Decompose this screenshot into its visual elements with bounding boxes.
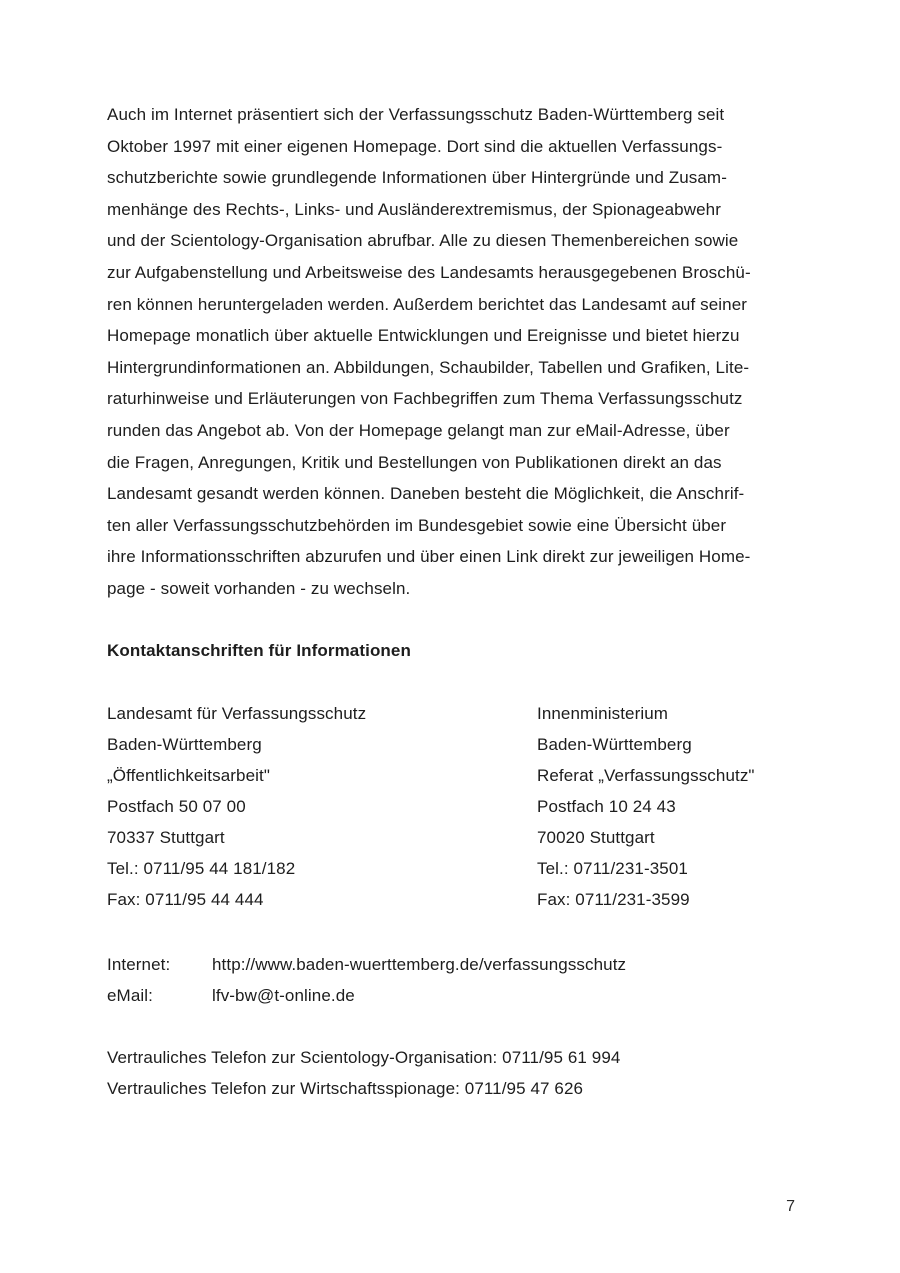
internet-label: Internet:	[107, 955, 171, 974]
contact-org-name: Innenministerium	[537, 704, 669, 723]
intro-line: und der Scientology-Organisation abrufbar. Alle zu diesen Themenbereichen sowie	[107, 231, 739, 251]
contact-department: Referat „Verfassungsschutz"	[537, 766, 755, 785]
contact-city: 70337 Stuttgart	[107, 828, 225, 847]
email-address: lfv-bw@t-online.de	[212, 986, 355, 1005]
contact-left-column	[107, 698, 507, 915]
contact-right-column	[537, 698, 900, 915]
intro-line: schutzberichte sowie grundlegende Informationen über Hintergründe und Zusam-	[107, 168, 727, 188]
intro-line: runden das Angebot ab. Von der Homepage gelangt man zur eMail-Adresse, über	[107, 420, 730, 440]
intro-line: page - soweit vorhanden - zu wechseln.	[107, 578, 411, 598]
links-block	[107, 949, 807, 1011]
intro-line: ten aller Verfassungsschutzbehörden im Bundesgebiet sowie eine Übersicht über	[107, 515, 727, 535]
contact-phone: Tel.: 0711/231-3501	[537, 859, 688, 878]
contact-phone: Tel.: 0711/95 44 181/182	[107, 859, 296, 878]
page-number: 7	[786, 1198, 795, 1215]
intro-line: raturhinweise und Erläuterungen von Fachbegriffen zum Thema Verfassungsschutz	[107, 389, 743, 409]
contact-org-region: Baden-Württemberg	[537, 735, 692, 754]
email-row	[107, 980, 807, 1011]
intro-line: die Fragen, Anregungen, Kritik und Bestellungen von Publikationen direkt an das	[107, 452, 722, 472]
internet-row	[107, 949, 807, 980]
intro-line: ihre Informationsschriften abzurufen und über einen Link direkt zur jeweiligen Home-	[107, 547, 751, 567]
email-label: eMail:	[107, 986, 153, 1005]
hotlines-block	[107, 1042, 807, 1104]
intro-paragraph	[107, 99, 807, 605]
section-heading: Kontaktanschriften für Informationen	[107, 641, 411, 660]
intro-line: Homepage monatlich über aktuelle Entwicklungen und Ereignisse und bietet hierzu	[107, 326, 740, 346]
intro-line: Auch im Internet präsentiert sich der Verfassungsschutz Baden-Württemberg seit	[107, 105, 725, 124]
intro-line: Oktober 1997 mit einer eigenen Homepage. Dort sind die aktuellen Verfassungs-	[107, 136, 723, 156]
intro-line: Landesamt gesandt werden können. Daneben besteht die Möglichkeit, die Anschrif-	[107, 484, 745, 504]
contact-org-name: Landesamt für Verfassungsschutz	[107, 704, 367, 723]
internet-url: http://www.baden-wuerttemberg.de/verfassungsschutz	[212, 955, 627, 974]
intro-line: ren können heruntergeladen werden. Außerdem berichtet das Landesamt auf seiner	[107, 294, 748, 314]
intro-line: zur Aufgabenstellung und Arbeitsweise des Landesamts herausgegebenen Broschü-	[107, 262, 751, 282]
intro-line: menhänge des Rechts-, Links- und Ausländerextremismus, der Spionageabwehr	[107, 199, 721, 219]
contact-postbox: Postfach 10 24 43	[537, 797, 676, 816]
contact-city: 70020 Stuttgart	[537, 828, 655, 847]
contact-fax: Fax: 0711/231-3599	[537, 890, 690, 909]
contact-org-region: Baden-Württemberg	[107, 735, 262, 754]
intro-line: Hintergrundinformationen an. Abbildungen, Schaubilder, Tabellen und Grafiken, Lite-	[107, 357, 750, 377]
contact-department: „Öffentlichkeitsarbeit"	[107, 766, 270, 785]
contact-fax: Fax: 0711/95 44 444	[107, 890, 264, 909]
contact-postbox: Postfach 50 07 00	[107, 797, 246, 816]
hotline-scientology: Vertrauliches Telefon zur Scientology-Organisation: 0711/95 61 994	[107, 1048, 621, 1067]
hotline-espionage: Vertrauliches Telefon zur Wirtschaftsspionage: 0711/95 47 626	[107, 1079, 584, 1098]
